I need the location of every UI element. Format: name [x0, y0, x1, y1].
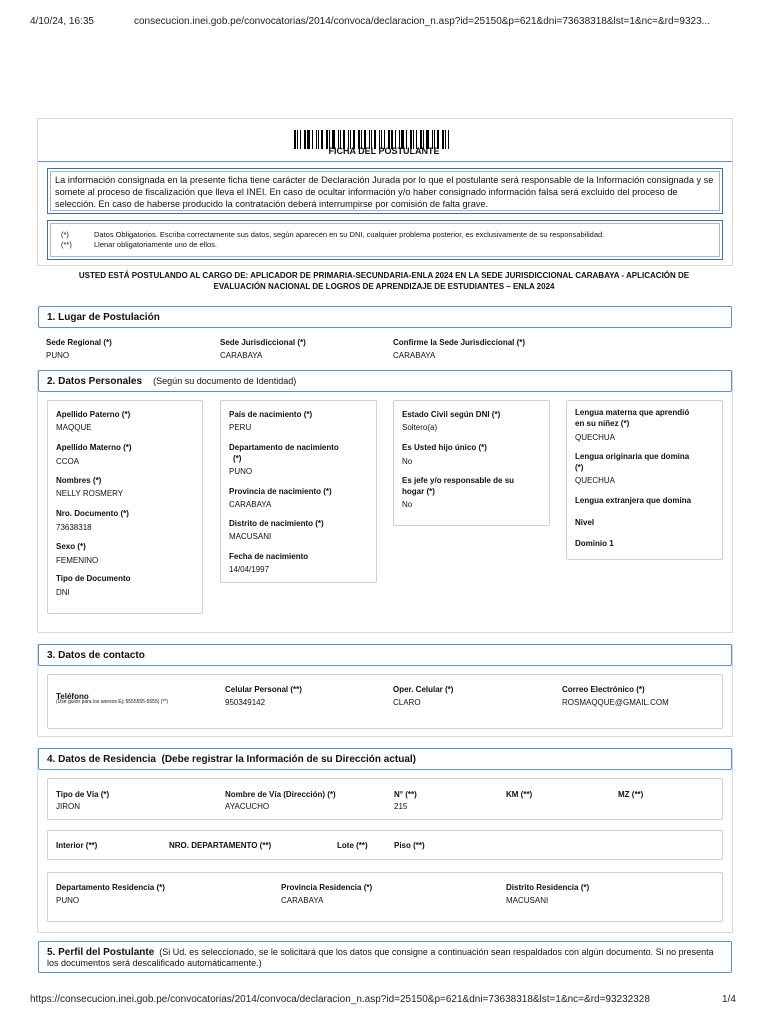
- field-label: Provincia de nacimiento (*): [229, 487, 332, 496]
- field-value: Soltero(a): [402, 423, 438, 432]
- field-value: PUNO: [229, 467, 253, 476]
- legend-mark: (**): [61, 240, 72, 249]
- field-value: CLARO: [393, 698, 421, 707]
- panel-identidad: [47, 400, 203, 614]
- field-value: CARABAYA: [393, 351, 436, 360]
- field-value: QUECHUA: [575, 476, 616, 485]
- field-label: Distrito Residencia (*): [506, 883, 590, 892]
- field-label: (*): [575, 463, 584, 472]
- print-datetime: 4/10/24, 16:35: [30, 16, 94, 27]
- field-label: Dominio 1: [575, 539, 614, 548]
- footer-url: https://consecucion.inei.gob.pe/convocatorias/2014/convoca/declaracion_n.asp?id=25150&p=621&dni=73638318&lst=1&nc=&rd=93232328: [30, 994, 650, 1005]
- field-label: Correo Electrónico (*): [562, 685, 645, 694]
- section-title: 3. Datos de contacto: [47, 650, 145, 661]
- field-label: Departamento de nacimiento: [229, 443, 339, 452]
- panel-ubigeo: [47, 872, 723, 922]
- panel-via: [47, 778, 723, 820]
- field-label: Nombre de Vía (Dirección) (*): [225, 790, 336, 799]
- field-label: País de nacimiento (*): [229, 410, 313, 419]
- field-value: 14/04/1997: [229, 565, 270, 574]
- field-value: CARABAYA: [220, 351, 263, 360]
- page-title: FICHA DEL POSTULANTE: [328, 146, 440, 156]
- divider: [38, 161, 732, 162]
- cargo-line: USTED ESTÁ POSTULANDO AL CARGO DE: APLICADOR DE PRIMARIA-SECUNDARIA-ENLA 2024 EN LA SEDE JURISDICCIONAL CARABAYA - APLICACIÓN DE: [78, 271, 690, 280]
- field-value: CARABAYA: [229, 500, 272, 509]
- field-label: KM (**): [506, 790, 533, 799]
- field-label: Interior (**): [56, 841, 98, 850]
- cargo-line: EVALUACIÓN NACIONAL DE LOGROS DE APRENDIZAJE DE ESTUDIANTES – ENLA 2024: [213, 282, 555, 291]
- declaration-box: [47, 168, 723, 214]
- field-label: Sede Regional (*): [46, 338, 112, 347]
- field-label: Celular Personal (**): [225, 685, 302, 694]
- panel-lenguas: [566, 400, 723, 560]
- field-label: Lengua originaria que domina: [575, 452, 690, 461]
- field-label: Es jefe y/o responsable de su: [402, 476, 515, 485]
- field-label: Estado Civil según DNI (*): [402, 410, 501, 419]
- field-label: Lengua extranjera que domina: [575, 496, 692, 505]
- field-label: Oper. Celular (*): [393, 685, 454, 694]
- section-subtitle: (Según su documento de Identidad): [153, 376, 297, 386]
- field-label: Apellido Paterno (*): [56, 410, 131, 419]
- section-lugar-postulacion: [38, 306, 732, 328]
- section-datos-personales: [38, 370, 732, 392]
- field-label: Lote (**): [337, 841, 368, 850]
- field-value: MAQQUE: [56, 423, 92, 432]
- panel-nacimiento: [220, 400, 377, 583]
- field-label: Fecha de nacimiento: [229, 552, 309, 561]
- field-value: MACUSANI: [506, 896, 549, 905]
- field-label: Nombres (*): [56, 476, 102, 485]
- field-label: en su niñez (*): [575, 419, 630, 428]
- field-label: Nro. Documento (*): [56, 509, 129, 518]
- field-value: 73638318: [56, 523, 92, 532]
- legend-box: [47, 220, 723, 260]
- field-value: No: [402, 500, 413, 509]
- field-value: CCOA: [56, 457, 80, 466]
- field-value: DNI: [56, 588, 70, 597]
- section-subtitle: (Debe registrar la Información de su Dirección actual): [161, 754, 417, 765]
- section-title: 5. Perfil del Postulante (Si Ud. es seleccionado, se le solicitará que los datos que consigne a continuación sean respaldados con algún documento. Si no presenta los documentos será descalificado automáticamente.): [47, 947, 714, 968]
- panel-interior: [47, 830, 723, 860]
- panel-contacto: [47, 674, 723, 729]
- section-title: 2. Datos Personales (Según su documento de Identidad): [47, 376, 297, 387]
- section-datos-contacto: [38, 644, 732, 666]
- field-label: Confirme la Sede Jurisdiccional (*): [393, 338, 526, 347]
- field-label: Piso (**): [394, 841, 425, 850]
- field-value: 950349142: [225, 698, 266, 707]
- field-value: CARABAYA: [281, 896, 324, 905]
- section-note: los documentos será descalificado automáticamente.): [47, 958, 262, 968]
- field-label: N° (**): [394, 790, 417, 799]
- field-value: NELLY ROSMERY: [56, 489, 124, 498]
- legend-mark: (*): [61, 230, 69, 239]
- field-value: 215: [394, 802, 408, 811]
- field-label: Distrito de nacimiento (*): [229, 519, 324, 528]
- field-label: MZ (**): [618, 790, 644, 799]
- field-label: Departamento Residencia (*): [56, 883, 165, 892]
- legend-text: Datos Obligatorios. Escriba correctamente sus datos, según aparecen en su DNI, cualquier problema posterior, es exclusivamente de su responsabilidad.: [94, 230, 605, 239]
- field-value: ROSMAQQUE@GMAIL.COM: [562, 698, 669, 707]
- field-label: (*): [233, 454, 242, 463]
- section-note: (Si Ud. es seleccionado, se le solicitará que los datos que consigne a continuación sean respaldados con algún documento. Si no presenta: [159, 947, 714, 957]
- declaration-text: La información consignada en la presente ficha tiene carácter de Declaración Jurada por lo que el postulante será responsable de la Información consignada y se somete al proceso de fiscalización que lleva el INEI. En caso de ocultar información y/o haber consignado información falsa será excluido del proceso de selección. En caso de haberse producido la contratación deberá interrumpirse por comisión de falta grave.: [55, 175, 714, 209]
- field-value: No: [402, 457, 413, 466]
- panel-estado-civil: [393, 400, 550, 526]
- section-datos-residencia: [38, 748, 732, 770]
- section-perfil-postulante: [38, 941, 732, 973]
- field-label: NRO. DEPARTAMENTO (**): [169, 841, 272, 850]
- field-label: Lengua materna que aprendió: [575, 408, 690, 417]
- section-title: 4. Datos de Residencia (Debe registrar la Información de su Dirección actual): [47, 754, 417, 765]
- field-value: QUECHUA: [575, 433, 616, 442]
- field-label: Teléfono: [56, 692, 89, 701]
- field-value: FEMENINO: [56, 556, 99, 565]
- field-label: Apellido Materno (*): [56, 443, 132, 452]
- field-label: hogar (*): [402, 487, 435, 496]
- field-label: Provincia Residencia (*): [281, 883, 373, 892]
- field-value: PUNO: [56, 896, 80, 905]
- field-hint: (Use guión para los anexos Ej; 5555555-5555) (**): [56, 699, 169, 705]
- field-label: Sede Jurisdiccional (*): [220, 338, 306, 347]
- field-value: JIRON: [56, 802, 80, 811]
- field-value: PUNO: [46, 351, 70, 360]
- field-value: PERU: [229, 423, 252, 432]
- field-value: MACUSANI: [229, 532, 272, 541]
- field-label: Es Usted hijo único (*): [402, 443, 487, 452]
- field-value: AYACUCHO: [225, 802, 270, 811]
- print-url: consecucion.inei.gob.pe/convocatorias/2014/convoca/declaracion_n.asp?id=25150&p=621&dni=73638318&lst=1&nc=&rd=9323...: [134, 16, 710, 27]
- field-label: Nivel: [575, 518, 595, 527]
- section-title: 1. Lugar de Postulación: [47, 312, 160, 323]
- field-label: Sexo (*): [56, 542, 86, 551]
- field-label: Tipo de Documento: [56, 574, 131, 583]
- field-label: Tipo de Vía (*): [56, 790, 110, 799]
- legend-text: Llenar obligatoriamente uno de ellos.: [94, 240, 217, 249]
- page-number: 1/4: [722, 994, 736, 1005]
